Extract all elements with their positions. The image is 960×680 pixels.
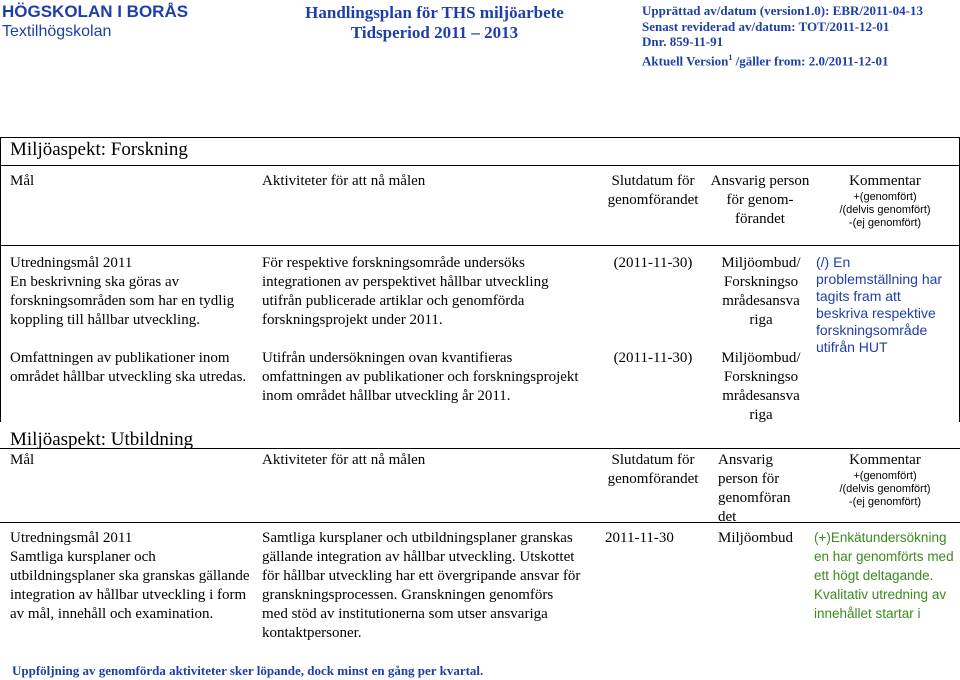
page-header-org xyxy=(2,2,188,42)
col-header-goal: Mål xyxy=(10,452,35,468)
goal-cell xyxy=(10,254,250,387)
col-header-comment: Kommentar +(genomfört) /(delvis genomfört) -(ej genomfört) xyxy=(839,173,931,229)
responsible-value: Miljöombud/ Forskningso mrådesansva riga xyxy=(721,255,801,328)
doc-period: Tidsperiod 2011 – 2013 xyxy=(350,23,519,42)
divider xyxy=(0,522,960,523)
section-title-forskning: Miljöaspekt: Forskning xyxy=(10,139,188,160)
col-header-responsible: Ansvarig person för genomföran det xyxy=(718,452,791,525)
comment-cell: (+)Enkätundersökning en har genomförts med ett högt deltagande. Kvalitativ utredning av innehållet startar i xyxy=(814,530,954,621)
prepared-info: Upprättad av/datum (version1.0): EBR/2011-04-13 xyxy=(642,3,923,18)
doc-title: Handlingsplan för THS miljöarbete xyxy=(305,3,564,22)
col-header-activities: Aktiviteter för att nå målen xyxy=(262,173,426,189)
activity-text: Utifrån undersökningen ovan kvantifieras omfattningen av publikationer och forskningsprojekt inom området hållbar utveckling år 2011. xyxy=(262,350,579,404)
responsible-cell xyxy=(716,254,806,425)
revised-info: Senast reviderad av/datum: TOT/2011-12-01 xyxy=(642,18,890,34)
divider xyxy=(0,245,960,246)
dnr-info: Dnr. 859-11-91 xyxy=(642,34,724,49)
activity-text: För respektive forskningsområde undersöks integrationen av perspektivet hållbar utveckling utifrån publicerade artiklar och genomförda forskningsprojekt under 2011. xyxy=(262,255,549,328)
deadline-cell xyxy=(598,254,708,368)
org-name: HÖGSKOLAN I BORÅS xyxy=(2,2,189,21)
deadline-value: (2011-11-30) xyxy=(613,350,693,366)
version-info: Aktuell Version$^1$ /gäller from: 2.0/2011-12-01 xyxy=(642,52,889,68)
footer-note: Uppföljning av genomförda aktiviteter sker löpande, dock minst en gång per kvartal. xyxy=(12,663,484,678)
activities-cell xyxy=(262,254,592,406)
divider xyxy=(0,165,960,166)
col-header-deadline: Slutdatum för genomförandet xyxy=(607,173,699,208)
goal-heading: Utredningsmål 2011 xyxy=(10,530,133,546)
deadline-value: 2011-11-30 xyxy=(605,530,674,546)
goal-text: Omfattningen av publikationer inom området hållbar utveckling ska utredas. xyxy=(10,350,247,385)
col-header-goal: Mål xyxy=(10,173,35,189)
col-header-responsible: Ansvarig person för genom-förandet xyxy=(710,173,810,227)
goal-text: Samtliga kursplaner och utbildningsplaner ska granskas gällande integration av hållbar utveckling i form av mål, innehåll och examination. xyxy=(10,549,250,622)
goal-text: En beskrivning ska göras av forskningsområden som har en tydlig koppling till hållbar utveckling. xyxy=(10,274,235,328)
comment-cell: (/) En problemställning har tagits fram att beskriva respektive forskningsområde utifrån HUT xyxy=(816,254,943,355)
activities-cell: Samtliga kursplaner och utbildningsplaner granskas gällande integration av hållbar utveckling. Utskottet för hållbar utveckling har ett övergripande ansvar för granskningsprocessen. Granskningen genomförs med stöd av institutionerna som utser ansvariga kontaktpersoner. xyxy=(262,530,581,641)
deadline-value: (2011-11-30) xyxy=(613,255,693,271)
page-header-title xyxy=(262,3,607,43)
dept-name: Textilhögskolan xyxy=(2,23,112,40)
col-header-activities: Aktiviteter för att nå målen xyxy=(262,452,426,468)
goal-heading: Utredningsmål 2011 xyxy=(10,255,133,271)
col-header-deadline: Slutdatum för genomförandet xyxy=(607,452,699,487)
responsible-value: Miljöombud xyxy=(718,530,794,546)
page-header-meta xyxy=(642,3,923,68)
section-title-utbildning: Miljöaspekt: Utbildning xyxy=(10,429,194,450)
goal-cell xyxy=(10,529,250,624)
col-header-comment: Kommentar +(genomfört) /(delvis genomfört) -(ej genomfört) xyxy=(839,452,931,508)
responsible-value: Miljöombud/ Forskningso mrådesansva riga xyxy=(721,350,801,423)
